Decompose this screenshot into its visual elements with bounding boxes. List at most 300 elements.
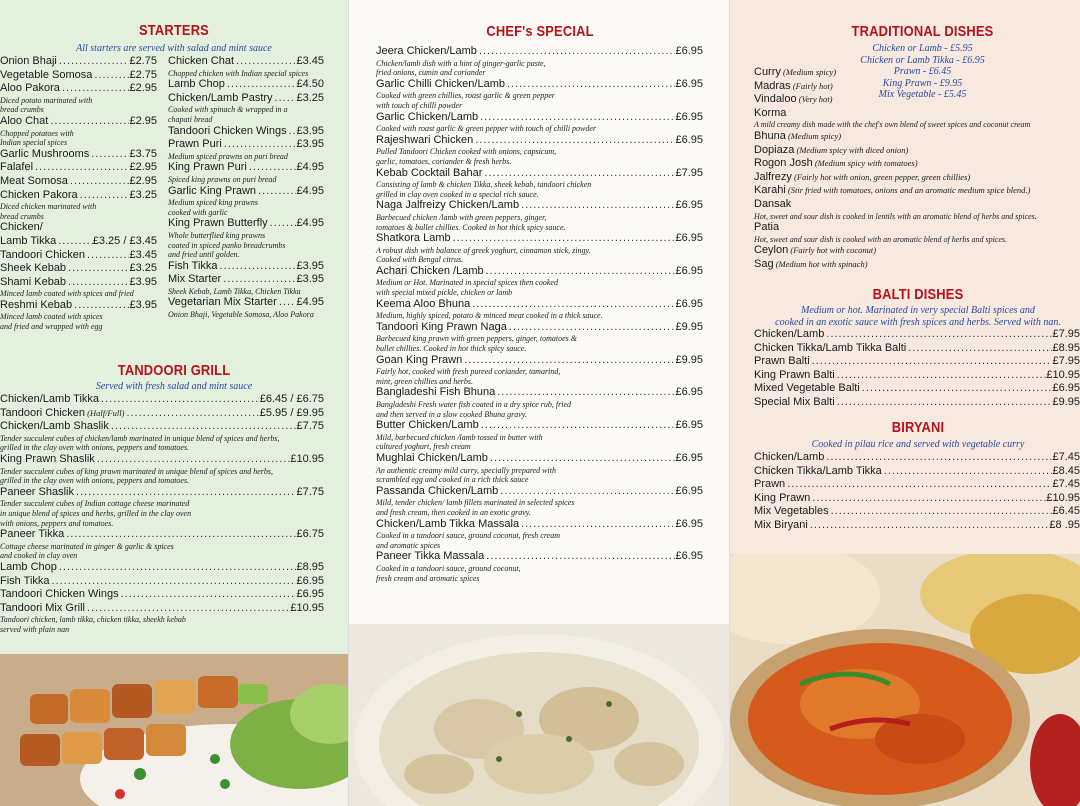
menu-item-name: Ceylon [754, 244, 789, 257]
subtitle-line: Prawn - £6.45 [893, 66, 952, 77]
menu-item-row [754, 258, 1080, 272]
dot-leader [89, 148, 129, 162]
menu-item-price: £9.95 [675, 353, 703, 366]
menu-item-price: £6.95 [675, 133, 703, 146]
menu-item-description: Fairly hot, cooked with fresh pureed coriander, tamarind, [376, 367, 561, 377]
section-subtitle-balti [730, 305, 1080, 328]
dot-leader [482, 167, 675, 181]
menu-item-price: £5.95 / £9.95 [259, 406, 324, 419]
menu-item-price: £2.75 [129, 55, 157, 67]
menu-item-price: £10.95 [290, 601, 324, 614]
menu-item-price: £10.95 [290, 452, 324, 465]
menu-item-description: grilled in clay oven cooked in a special rich sauce. [376, 189, 539, 199]
menu-item-name: Vegetarian Mix Starter [168, 296, 277, 309]
dot-leader [119, 588, 297, 602]
menu-column-traditional [730, 0, 1080, 806]
menu-item-price: £6.45 [1052, 505, 1080, 518]
menu-item-price: £3.95 [296, 124, 324, 137]
dot-leader [221, 273, 296, 287]
menu-item-description: Tender succulent cubes of Indian cottage cheese marinated [0, 499, 190, 509]
menu-item-row [754, 107, 1080, 121]
menu-item-row [168, 217, 324, 231]
menu-item-note: (Medium spicy with tomatoes) [812, 158, 918, 169]
menu-item-price: £6.95 [675, 419, 703, 432]
menu-item-name: Prawn Puri [168, 138, 222, 151]
dot-leader [882, 465, 1053, 479]
dot-leader [479, 419, 676, 433]
menu-item-price: £6.95 [296, 588, 324, 601]
menu-item-name: King Prawn Butterfly [168, 217, 268, 230]
menu-item-name: Fish Tikka [0, 574, 50, 587]
menu-item-row [754, 396, 1080, 410]
menu-item-row [0, 299, 157, 313]
menu-item-row [0, 528, 324, 542]
dot-leader [225, 78, 297, 92]
menu-item-description: Whole butterflied king prawns [168, 230, 266, 240]
menu-item-row [168, 55, 324, 69]
menu-item-row [376, 386, 703, 400]
dot-leader [824, 451, 1052, 465]
dot-leader [50, 575, 297, 589]
menu-item-name: Tandoori Mix Grill [0, 601, 85, 614]
menu-item-name: Korma [754, 106, 787, 119]
menu-item-row [376, 78, 703, 92]
menu-item-description: served with plain nan [0, 624, 70, 634]
menu-item-description: with special mixed pickle, chicken or lamb [376, 288, 513, 298]
subtitle-line: Chicken or Lamb Tikka - £6.95 [860, 54, 985, 66]
menu-item-row [0, 175, 157, 189]
menu-item-row [0, 602, 324, 616]
menu-item-row [754, 369, 1080, 383]
menu-item-price: £9.95 [675, 320, 703, 333]
menu-item-row [754, 198, 1080, 212]
menu-item-description: Diced potato marinated with [0, 95, 93, 105]
menu-item-note: (Fairly hot with coconut) [788, 245, 877, 256]
menu-item-price: £6.95 [675, 45, 703, 57]
dot-leader [66, 262, 129, 276]
menu-item-description: Sheek Kebab, Lamb Tikka, Chicken Tikka [168, 286, 301, 296]
menu-item-description: Cooked with Bengal citrus. [376, 255, 464, 265]
menu-item-row [376, 265, 703, 279]
section-subtitle-starters: All starters are served with salad and mint sauce [76, 43, 272, 54]
subtitle-line: King Prawn - £9.95 [882, 77, 963, 89]
menu-item-row [0, 69, 157, 83]
menu-item-row [0, 453, 324, 467]
menu-item-row [0, 235, 157, 249]
dot-leader [268, 217, 297, 231]
menu-item-price: £10.95 [1046, 368, 1080, 381]
menu-item-description: with onions, peppers and tomatoes. [0, 518, 114, 528]
menu-item-row [376, 298, 703, 312]
menu-item-name: Chicken/Lamb [754, 328, 825, 340]
menu-item-description: Tandoori chicken, lamb tikka, chicken tikka, sheekh kebab [0, 615, 186, 625]
menu-item-name: Tandoori Chicken [0, 248, 85, 261]
menu-item-name: Kebab Cocktail Bahar [376, 166, 483, 179]
menu-item-name: Shatkora Lamb [376, 232, 451, 245]
dot-leader [72, 299, 129, 313]
section-subtitle-tandoori: Served with fresh salad and mint sauce [95, 381, 253, 392]
menu-item-row [0, 262, 157, 276]
menu-item-price: £2.75 [129, 68, 157, 81]
menu-item-name: Sag [754, 257, 774, 270]
menu-item-name: Butter Chicken/Lamb [376, 419, 479, 432]
menu-item-price: £3.95 [296, 259, 324, 272]
menu-item-name: Special Mix Balti [754, 395, 835, 408]
tandoori-list [0, 393, 324, 634]
menu-item-note: (Medium spicy) [780, 67, 837, 77]
dot-leader [810, 355, 1053, 369]
menu-item-description: Cooked with roast garlic & green pepper with touch of chilli powder [376, 124, 597, 134]
dot-leader [64, 528, 296, 542]
menu-item-note: (Half/Full) [85, 407, 125, 418]
menu-item-name: Chicken/Lamb Shaslik [0, 420, 109, 433]
menu-item-description: Hot, sweet and sour dish is cooked in lentils with an aromatic blend of herbs and spices. [754, 211, 1037, 221]
curry-bowls-photo [730, 554, 1080, 806]
dot-leader [470, 298, 675, 312]
menu-item-name: Vindaloo [754, 93, 797, 106]
menu-item-price: £6.95 [675, 484, 703, 497]
menu-item-description: Spiced king prawns on puri bread [168, 174, 277, 184]
menu-item-name: Chicken Chat [168, 55, 235, 67]
dot-leader [478, 111, 675, 125]
menu-item-description: Minced lamb coated with spices and fried [0, 289, 134, 299]
menu-item-name: Tandoori Chicken (Half/Full) [0, 406, 125, 419]
dot-leader [33, 161, 129, 175]
chefs-special-list [376, 45, 703, 583]
menu-item-name: Meat Somosa [0, 174, 68, 187]
menu-item-row [376, 419, 703, 433]
menu-item-price: £6.95 [1052, 382, 1080, 395]
section-title-balti: BALTI DISHES [872, 286, 964, 303]
menu-item-name: Chicken/Lamb Tikka Massala [376, 517, 520, 530]
dot-leader [451, 232, 676, 246]
dot-leader [808, 519, 1050, 533]
menu-item-description: Barbecued king prawn with green peppers, ginger, tomatoes & [376, 334, 578, 344]
menu-item-description: A mild creamy dish made with the chef's own blend of sweet spices and coconut cream [754, 120, 1031, 130]
menu-item-description: fried onions, cumin and coriander [376, 68, 486, 78]
dot-leader [505, 78, 675, 92]
menu-item-price: £6.95 [675, 550, 703, 563]
dot-leader [74, 486, 296, 500]
menu-item-row [168, 260, 324, 274]
menu-item-name: Garlic Chilli Chicken/Lamb [376, 77, 505, 90]
menu-item-name: Dansak [754, 197, 792, 210]
menu-item-row [168, 296, 324, 310]
menu-item-name: Vegetable Somosa [0, 68, 93, 81]
menu-item-description: Medium spiced prawns on puri bread [168, 151, 288, 161]
menu-item-name: Rogon Josh [754, 157, 813, 170]
menu-item-name: Chicken/Lamb Pastry [168, 91, 273, 104]
menu-item-name: Shami Kebab [0, 275, 67, 288]
menu-item-description: Tender succulent cubes of king prawn marinated in unique blend of spices and herbs, [0, 466, 274, 476]
menu-item-note: (Medium spicy) [785, 130, 842, 141]
dot-leader [57, 561, 297, 575]
menu-item-name: Prawn Balti [754, 355, 810, 368]
menu-item-row [376, 550, 703, 564]
menu-item-description: Chopped chicken with Indian special spices [168, 68, 309, 78]
menu-item-description: Cooked with spinach & wrapped in a [168, 105, 288, 115]
dot-leader [109, 420, 297, 434]
menu-item-row [376, 111, 703, 125]
menu-item-row [376, 321, 703, 335]
menu-item-price: £8 .95 [1049, 518, 1080, 531]
menu-item-row [754, 465, 1080, 479]
section-title-biryani: BIRYANI [891, 419, 945, 436]
menu-item-name: Karahi [754, 184, 786, 197]
dot-leader [95, 453, 291, 467]
dot-leader [810, 492, 1046, 506]
menu-item-description: Tender succulent cubes of chicken/lamb marinated in unique blend of spices and herbs, [0, 433, 280, 443]
menu-item-price: £4.95 [296, 161, 324, 174]
menu-item-price: £6.95 [675, 264, 703, 277]
menu-item-name: Goan King Prawn [376, 353, 463, 366]
menu-item-price: £6.95 [675, 517, 703, 530]
dot-leader [519, 518, 675, 532]
menu-item-row [0, 393, 324, 407]
menu-item-price: £3.95 [296, 273, 324, 286]
menu-item-note: (Stir fried with tomatoes, onions and an aromatic medium spice blend.) [785, 185, 1031, 196]
dot-leader [835, 369, 1047, 383]
section-title-chefs-special: CHEF's SPECIAL [486, 23, 594, 40]
menu-item-row [754, 66, 1080, 80]
menu-item-description: and fresh cream, then cooked in an exotic gravy. [376, 507, 531, 517]
menu-item-row [0, 420, 324, 434]
dot-leader [234, 55, 296, 69]
menu-item-description: fresh cream and aromatic spices [376, 573, 480, 583]
menu-item-row [376, 45, 703, 59]
dot-leader [273, 92, 297, 106]
menu-item-name: Mughlai Chicken/Lamb [376, 451, 488, 464]
menu-item-name: Patia [754, 221, 780, 234]
menu-item-name: Tandoori Chicken Wings [0, 588, 119, 601]
dot-leader [218, 260, 297, 274]
menu-item-name: Lamb Chop [168, 78, 225, 91]
menu-item-name: Jalfrezy [754, 170, 792, 183]
starters-list-left [0, 55, 157, 332]
menu-item-price: £6.95 [296, 574, 324, 587]
menu-item-name: Falafel [0, 161, 34, 174]
menu-item-name: Paneer Tikka [0, 528, 65, 541]
menu-item-description: chapati bread [168, 114, 213, 124]
section-subtitle-biryani: Cooked in pilau rice and served with vegetable curry [811, 439, 1025, 450]
dot-leader [66, 276, 129, 290]
menu-item-name: King Prawn [754, 491, 811, 504]
menu-item-row [0, 249, 157, 263]
menu-item-price: £4.95 [296, 184, 324, 197]
menu-item-row [754, 130, 1080, 144]
dot-leader [85, 249, 129, 263]
menu-item-row [376, 485, 703, 499]
subtitle-line: Mix Vegetable - £5.45 [878, 89, 967, 100]
menu-item-row [754, 93, 1080, 107]
menu-item-description: coated in spiced panko breadcrumbs [168, 240, 286, 250]
dot-leader [906, 342, 1052, 356]
menu-item-price: £4.50 [296, 78, 324, 91]
menu-item-row [754, 492, 1080, 506]
dot-leader [85, 602, 290, 616]
menu-item-name: Sheek Kebab [0, 262, 67, 275]
menu-item-price: £3.25 [129, 188, 157, 201]
dot-leader [860, 382, 1053, 396]
starters-list-right [168, 55, 324, 320]
menu-item-name: Dopiaza [754, 143, 795, 156]
menu-item-description: mint, green chillies and herbs. [376, 376, 474, 386]
menu-item-row [168, 161, 324, 175]
dot-leader [477, 45, 676, 59]
dot-leader [247, 161, 297, 175]
dot-leader [60, 82, 130, 96]
dot-leader [495, 386, 675, 400]
menu-item-row [754, 505, 1080, 519]
menu-item-price: £7.75 [296, 420, 324, 433]
menu-item-description: Consisting of lamb & chicken Tikka, sheek kebab, tandoori chicken [376, 180, 592, 190]
dot-leader [488, 452, 676, 466]
menu-item-row [754, 519, 1080, 533]
menu-item-description: Pulled Tandoori Chicken cooked with onions, capsicum, [376, 147, 557, 157]
dot-leader [222, 138, 297, 152]
menu-item-row [376, 232, 703, 246]
menu-item-row [0, 407, 324, 421]
menu-item-price: £2.95 [129, 114, 157, 127]
dot-leader [829, 505, 1053, 519]
menu-item-price: £6.95 [675, 297, 703, 310]
dot-leader [785, 478, 1052, 492]
menu-item-row [754, 355, 1080, 369]
menu-item-price: £4.95 [296, 217, 324, 230]
menu-item-price: £3.95 [296, 138, 324, 151]
dot-leader [835, 396, 1053, 410]
menu-item-name: Chicken Pakora [0, 188, 78, 201]
menu-item-note: (Medium hot with spinach) [773, 258, 868, 269]
menu-item-price: £10.95 [1046, 491, 1080, 504]
menu-item-description: tomatoes & bullet chillies. Cooked in hot thick spicy sauce. [376, 222, 566, 232]
menu-column-starters [0, 0, 348, 806]
menu-item-name: Onion Bhaji [0, 55, 57, 67]
menu-item-price: £9.95 [1052, 395, 1080, 408]
menu-item-price: £2.95 [129, 161, 157, 174]
menu-item-row [0, 561, 324, 575]
menu-item-row [0, 148, 157, 162]
menu-item-price: £6.95 [675, 386, 703, 399]
menu-item-name: King Prawn Balti [754, 368, 835, 381]
menu-item-row [0, 115, 157, 129]
menu-column-chefs-special [348, 0, 730, 806]
menu-item-description: Hot, sweet and sour dish is cooked with an aromatic blend of herbs and spices. [754, 234, 1008, 244]
menu-item-row [0, 588, 324, 602]
menu-item-name: Garlic King Prawn [168, 184, 257, 197]
dot-leader [484, 265, 676, 279]
menu-item-name: Passanda Chicken/Lamb [376, 484, 499, 497]
menu-item-row [0, 486, 324, 500]
menu-item-name: Reshmi Kebab [0, 298, 73, 311]
menu-item-price: £8.95 [1052, 341, 1080, 354]
menu-item-row [754, 342, 1080, 356]
menu-item-description: Barbecued chicken /lamb with green peppers, ginger, [376, 212, 547, 222]
menu-item-description: An authentic creamy mild curry, specially prepared with [376, 465, 556, 475]
menu-item-description: scrambled egg and cooked in a rich thick sauce [376, 475, 529, 485]
menu-item-name: Paneer Shaslik [0, 485, 74, 498]
dot-leader [92, 69, 129, 83]
kebab-rice-photo [0, 654, 348, 806]
dot-leader [287, 125, 297, 139]
menu-item-name: Achari Chicken /Lamb [376, 264, 484, 277]
menu-item-row [754, 244, 1080, 258]
menu-item-row [0, 221, 157, 235]
menu-item-name: Mixed Vegetable Balti [754, 382, 860, 395]
menu-item-description: and aromatic spices [376, 540, 441, 550]
menu-item-row [376, 199, 703, 213]
menu-item-name: Fish Tikka [168, 259, 218, 272]
menu-item-description: Medium or Hot. Marinated in special spices then cooked [376, 278, 558, 288]
menu-item-description: grilled in the clay oven with onions, peppers and tomatoes. [0, 443, 190, 453]
menu-item-row [0, 575, 324, 589]
menu-item-price: £2.95 [129, 174, 157, 187]
menu-item-name: Mix Starter [168, 273, 222, 286]
menu-item-price: £6.95 [675, 199, 703, 212]
subtitle-line: cooked in an exotic sauce with fresh spices and herbs. Served with nan. [775, 316, 1061, 328]
menu-item-name: Keema Aloo Bhuna [376, 297, 471, 310]
menu-item-description: and fried and wrapped with egg [0, 322, 103, 332]
menu-item-description: Diced chicken marinated with [0, 202, 97, 212]
menu-item-name: Chicken Tikka/Lamb Tikka [754, 464, 882, 477]
dot-leader [99, 393, 260, 407]
section-title-starters: STARTERS [139, 22, 209, 39]
dot-leader [824, 328, 1052, 342]
menu-item-price: £6.95 [675, 451, 703, 464]
section-title-tandoori: TANDOORI GRILL [117, 362, 231, 379]
menu-item-description: bullet chillies. Cooked in hot thick spicy sauce. [376, 344, 527, 354]
menu-item-name: Chicken/Lamb Tikka [0, 393, 100, 405]
dot-leader [473, 134, 675, 148]
traditional-list [754, 66, 1080, 272]
menu-item-name: Aloo Chat [0, 114, 49, 127]
menu-item-description: Chicken/lamb dish with a hint of ginger-garlic paste, [376, 58, 546, 68]
menu-item-name: Prawn [754, 478, 786, 491]
menu-item-description: bread crumbs [0, 211, 44, 221]
menu-item-row [0, 82, 157, 96]
menu-item-description: Cooked with green chillies, roast garlic & green pepper [376, 91, 555, 101]
menu-item-description: Minced lamb coated with spices [0, 312, 103, 322]
menu-item-price: £2.95 [129, 82, 157, 95]
menu-item-name: Bangladeshi Fish Bhuna [376, 386, 496, 399]
menu-item-description: and cooked in clay oven [0, 551, 78, 561]
menu-item-description: cultured yoghurt, fresh cream [376, 442, 471, 452]
menu-item-name: Tandoori King Prawn Naga [376, 320, 507, 333]
menu-item-row [0, 189, 157, 203]
menu-item-description: Chopped potatoes with [0, 128, 74, 138]
menu-item-description: Cottage cheese marinated in ginger & garlic & spices [0, 541, 174, 551]
menu-item-name: Madras [754, 79, 791, 92]
dot-leader [56, 235, 93, 249]
menu-item-name: Bhuna [754, 129, 786, 142]
menu-item-price: £3.95 [129, 275, 157, 288]
menu-item-description: Bangladeshi Fresh water fish coated in a dry spice rub, fried [376, 400, 572, 409]
menu-item-description: Cooked in a tandoori sauce, ground coconut, [376, 563, 521, 573]
menu-item-name: Rajeshwari Chicken [376, 133, 474, 146]
menu-item-price: £6.45 / £6.75 [259, 393, 324, 405]
section-title-traditional: TRADITIONAL DISHES [851, 23, 994, 40]
menu-item-description: A robust dish with balance of greek yoghurt, cinnamon stick, zingy. [376, 245, 591, 255]
menu-item-name: Chicken Tikka/Lamb Tikka Balti [754, 341, 907, 354]
menu-item-price: £7.45 [1052, 451, 1080, 463]
menu-item-name: Mix Biryani [754, 518, 808, 531]
dot-leader [507, 321, 676, 335]
menu-item-note: (Fairly hot) [790, 80, 833, 91]
menu-item-row [376, 134, 703, 148]
menu-item-description: garlic, tomatoes, coriander & fresh herbs. [376, 156, 512, 166]
menu-item-price: £8.95 [296, 560, 324, 573]
biryani-list [754, 451, 1080, 533]
